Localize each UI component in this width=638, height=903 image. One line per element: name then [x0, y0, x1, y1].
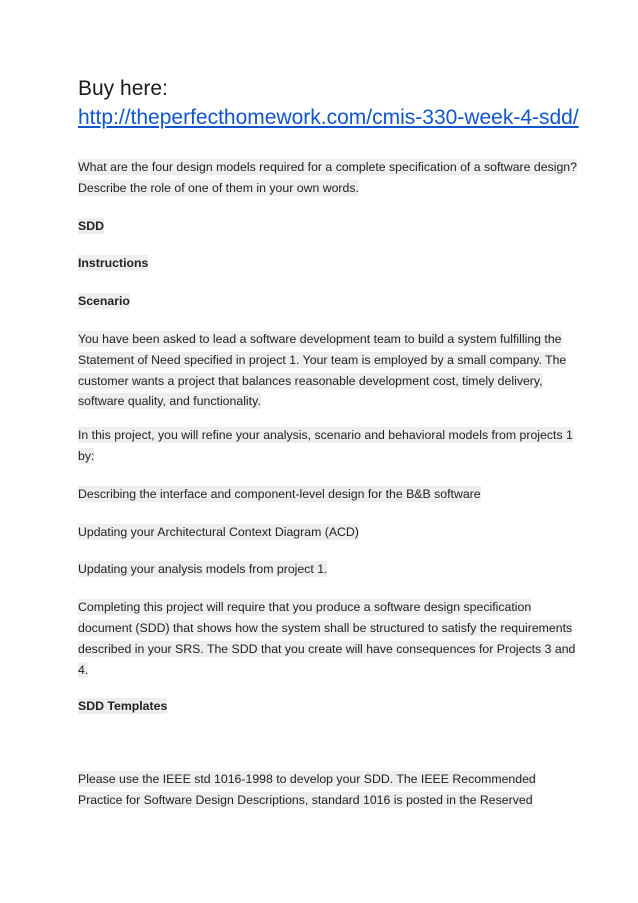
- ieee-paragraph: Please use the IEEE std 1016-1998 to develop your SDD. The IEEE Recommended Practice for Software Design Descriptions, standard 1016 is posted in the Reserved: [78, 772, 536, 807]
- question-text: What are the four design models required for a complete specification of a software design? Describe the role of one of them in your own words.: [78, 160, 577, 195]
- document-page: [78, 76, 578, 811]
- heading-scenario: Scenario: [78, 294, 130, 309]
- completing-paragraph: Completing this project will require that you produce a software design specification document (SDD) that shows how the system shall be structured to satisfy the requirements described in your SRS. The SDD that you create will have consequences for Projects 3 and 4.: [78, 600, 576, 677]
- step-interface-design: Describing the interface and component-level design for the B&B software: [78, 486, 481, 501]
- heading-sdd-templates: SDD Templates: [78, 699, 168, 714]
- refine-paragraph: In this project, you will refine your analysis, scenario and behavioral models from projects 1 by:: [78, 428, 573, 463]
- step-update-acd: Updating your Architectural Context Diagram (ACD): [78, 524, 359, 539]
- scenario-paragraph: You have been asked to lead a software development team to build a system fulfilling the Statement of Need specified in project 1. Your team is employed by a small company. The customer wants a project that balances reasonable development cost, timely delivery, software quality, and functionality.: [78, 331, 567, 409]
- buy-link[interactable]: http://theperfecthomework.com/cmis-330-week-4-sdd/: [78, 106, 579, 129]
- step-update-analysis: Updating your analysis models from project 1.: [78, 562, 328, 577]
- heading-sdd: SDD: [78, 218, 104, 233]
- question-paragraph: [78, 157, 578, 199]
- heading-instructions: Instructions: [78, 256, 149, 271]
- buy-here-label: Buy here:: [78, 77, 168, 100]
